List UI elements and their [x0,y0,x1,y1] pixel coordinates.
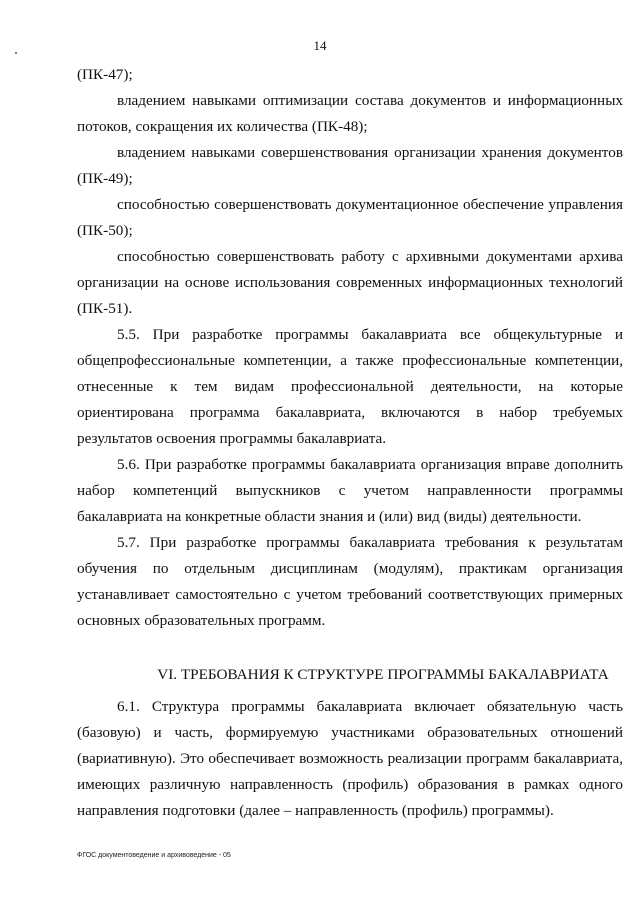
section-heading: VI. ТРЕБОВАНИЯ К СТРУКТУРЕ ПРОГРАММЫ БАКАЛАВРИАТА [157,666,609,683]
paragraph-5-5: 5.5. При разработке программы бакалавриата все общекультурные и общепрофессиональные компетенции, а также профессиональные компетенции, отнесенные к тем видам профессиональной деятельности, на которые ориентирована программа бакалавриата, включаются в набор требуемых результатов освоения программы бакалавриата. [77,326,623,447]
paragraph-6-1: 6.1. Структура программы бакалавриата включает обязательную часть (базовую) и часть, формируемую участниками образовательных отношений (вариативную). Это обеспечивает возможность реализации программ бакалавриата, имеющих различную направленность (профиль) образования в рамках одного направления подготовки (далее – направленность (профиль) программы). [77,698,623,819]
paragraph-pk47: (ПК-47); [77,66,133,83]
paragraph-pk50: способностью совершенствовать документационное обеспечение управления (ПК-50); [77,196,623,239]
paragraph-5-6: 5.6. При разработке программы бакалавриата организация вправе дополнить набор компетенций выпускников с учетом направленности программы бакалавриата на конкретные области знания и (или) вид (виды) деятельности. [77,456,623,525]
paragraph-5-7: 5.7. При разработке программы бакалавриата требования к результатам обучения по отдельным дисциплинам (модулям), практикам организация устанавливает самостоятельно с учетом требований соответствующих примерных основных образовательных программ. [77,534,623,629]
page-number: 14 [313,38,327,53]
footer-text: ФГОС документоведение и архивоведение - 05 [77,852,231,859]
document-body [77,62,623,824]
paragraph-pk48: владением навыками оптимизации состава документов и информационных потоков, сокращения их количества (ПК-48); [77,92,623,135]
paragraph-pk51: способностью совершенствовать работу с архивными документами архива организации на основе использования современных информационных технологий (ПК-51). [77,248,623,317]
paragraph-pk49: владением навыками совершенствования организации хранения документов (ПК-49); [77,144,623,187]
